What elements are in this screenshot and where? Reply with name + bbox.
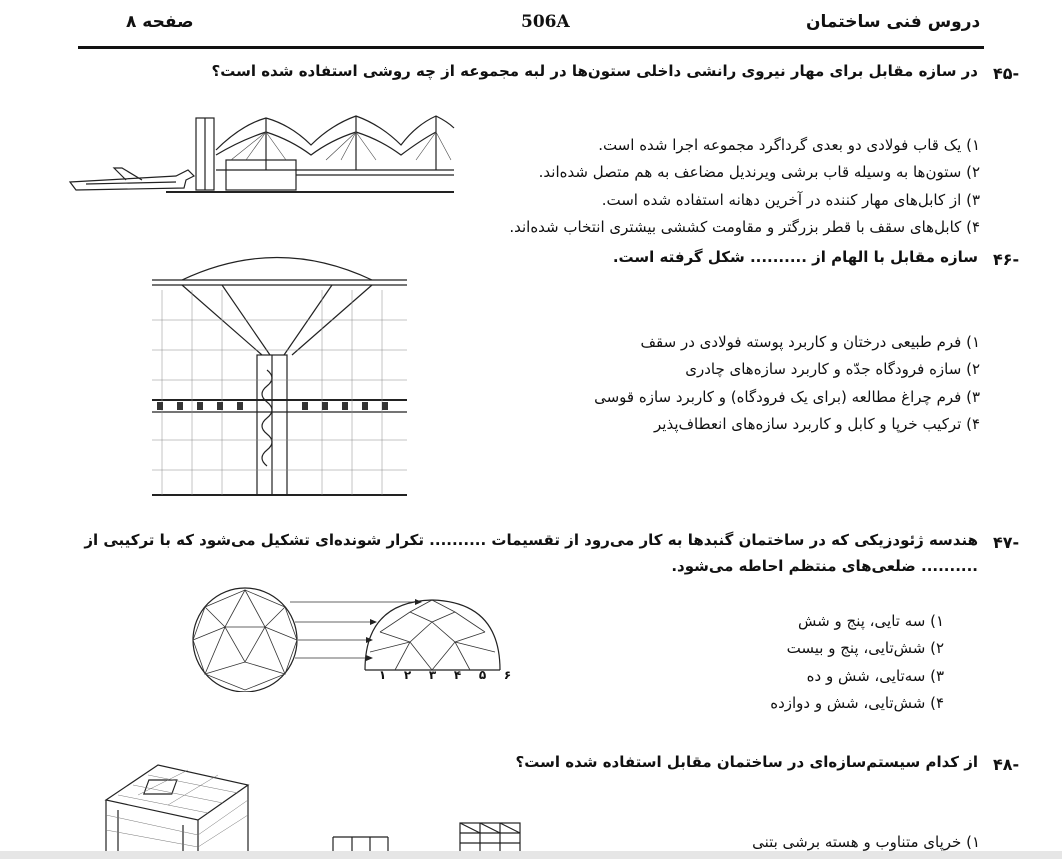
q45-option-1[interactable]: ۱) یک قاب فولادی دو بعدی گرداگرد مجموعه اجرا شده است.	[598, 136, 980, 154]
q45-number: -۴۵	[993, 64, 1020, 83]
q46-option-4[interactable]: ۴) ترکیب خرپا و کابل و کاربرد سازه‌های انعطاف‌پذیر	[654, 415, 980, 433]
header-subject: دروس فنی ساختمان	[806, 12, 981, 32]
q47-figure-label: ۵	[478, 668, 487, 682]
q46-figure-lamp-structure	[152, 240, 407, 505]
q47-figure-label: ۶	[503, 668, 512, 682]
header-divider	[78, 46, 984, 49]
q47-figure-label: ۲	[403, 668, 412, 682]
q47-text-line1: هندسه ژئودزیکی که در ساختمان گنبدها به کار می‌رود از تقسیمات .......... تکرار شونده‌ای تشکیل می‌شود که با ترکیبی از	[84, 531, 978, 549]
q47-figure-label: ۴	[453, 668, 462, 682]
q47-option-4[interactable]: ۴) شش‌تایی، شش و دوازده	[770, 694, 944, 712]
q47-option-1[interactable]: ۱) سه تایی، پنج و شش	[798, 612, 944, 630]
q45-figure-tent-structure	[66, 110, 456, 200]
header-code: 506A	[521, 12, 570, 32]
q47-figure-labels	[370, 668, 520, 682]
q45-text: در سازه مقابل برای مهار نیروی رانشی داخلی ستون‌ها در لبه مجموعه از چه روشی استفاده شده است؟	[211, 62, 978, 80]
q45-option-2[interactable]: ۲) ستون‌ها به وسیله قاب برشی ویرندیل مضاعف به هم متصل شده‌اند.	[538, 163, 980, 181]
q47-number: -۴۷	[993, 533, 1020, 552]
q47-text-line2: .......... ضلعی‌های منتظم احاطه می‌شود.	[671, 557, 978, 575]
header-page-number: صفحه ۸	[126, 12, 194, 32]
q47-figure-label: ۳	[428, 668, 437, 682]
bottom-scroll-strip	[0, 851, 1062, 859]
q46-text: سازه مقابل با الهام از .......... شکل گرفته است.	[612, 248, 978, 266]
q46-option-1[interactable]: ۱) فرم طبیعی درختان و کاربرد پوسته فولادی در سقف	[640, 333, 980, 351]
q46-option-3[interactable]: ۳) فرم چراغ مطالعه (برای یک فرودگاه) و کاربرد سازه قوسی	[594, 388, 980, 406]
q48-figure-building-frame	[98, 755, 528, 855]
q46-number: -۴۶	[993, 250, 1020, 269]
q48-option-1[interactable]: ۱) خرپای متناوب و هسته برشی بتنی	[752, 833, 980, 851]
q45-option-4[interactable]: ۴) کابل‌های سقف با قطر بزرگتر و مقاومت کششی بیشتری انتخاب شده‌اند.	[509, 218, 980, 236]
q47-option-3[interactable]: ۳) سه‌تایی، شش و ده	[806, 667, 944, 685]
q47-option-2[interactable]: ۲) شش‌تایی، پنج و بیست	[786, 639, 944, 657]
q48-text: از کدام سیستم‌سازه‌ای در ساختمان مقابل استفاده شده است؟	[515, 753, 978, 771]
q47-figure-label: ۱	[378, 668, 387, 682]
q45-option-3[interactable]: ۳) از کابل‌های مهار کننده در آخرین دهانه استفاده شده است.	[601, 191, 980, 209]
q46-option-2[interactable]: ۲) سازه فرودگاه جدّه و کاربرد سازه‌های چادری	[685, 360, 980, 378]
q48-number: -۴۸	[993, 755, 1020, 774]
